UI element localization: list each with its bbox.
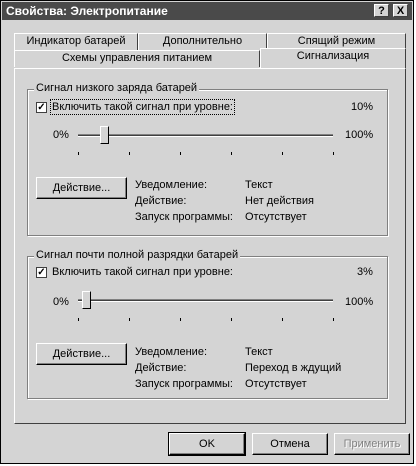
slider-tick [180,152,181,155]
help-icon[interactable]: ? [374,4,389,17]
critical-alarm-info-label: Действие: [135,362,187,374]
critical-alarm-info-label: Уведомление: [135,346,207,358]
slider-tick [180,318,181,321]
critical-alarm-level: 3% [357,266,373,278]
low-alarm-max-label: 100% [345,129,374,141]
low-alarm-info-value: Текст [245,179,273,191]
low-alarm-level: 10% [351,101,374,113]
critical-alarm-info-label: Запуск программы: [135,378,233,390]
slider-tick [282,318,283,321]
critical-alarm-info-value: Переход в ждущий [245,362,342,374]
slider-tick [78,318,79,321]
slider-tick [129,318,130,321]
apply-button-label: Применить [343,438,401,450]
tab-advanced[interactable]: Дополнительно [138,33,267,50]
cancel-button-label: Отмена [270,438,310,450]
tab-alarms[interactable]: Сигнализация [260,48,406,68]
low-alarm-action-button-label: Действие... [52,182,111,194]
low-alarm-info-value: Отсутствует [245,211,307,223]
tab-power-schemes[interactable]: Схемы управления питанием [14,50,260,67]
slider-tick [282,152,283,155]
critical-alarm-group-title: Сигнал почти полной разрядки батарей [36,249,239,261]
critical-alarm-action-button-label: Действие... [52,348,111,360]
low-alarm-checkbox-label[interactable]: Включить такой сигнал при уровне: [52,101,233,113]
cancel-button[interactable] [252,433,328,455]
ok-button[interactable] [169,433,245,455]
low-alarm-checkbox[interactable]: ✓ [37,102,46,113]
close-icon[interactable]: X [393,4,408,17]
tab-battery-meter[interactable]: Индикатор батарей [14,33,138,50]
slider-tick [78,152,79,155]
low-alarm-info-value: Нет действия [245,195,314,207]
low-alarm-slider-thumb[interactable] [100,126,109,144]
window-title: Свойства: Электропитание [6,4,168,18]
apply-button[interactable] [334,433,410,455]
critical-alarm-action-button[interactable] [36,343,127,365]
ok-button-label: OK [199,438,215,450]
slider-tick [333,318,334,321]
title-bar[interactable] [2,2,412,20]
low-alarm-info-label: Действие: [135,195,187,207]
critical-alarm-info-value: Текст [245,346,273,358]
slider-tick [129,152,130,155]
critical-alarm-slider-thumb[interactable] [82,291,91,309]
low-alarm-action-button[interactable] [36,177,127,199]
critical-alarm-slider-track[interactable] [78,299,333,302]
critical-alarm-info-value: Отсутствует [245,378,307,390]
slider-tick [333,152,334,155]
low-alarm-slider-track[interactable] [78,134,333,137]
low-alarm-info-label: Запуск программы: [135,211,233,223]
tab-hibernate[interactable]: Спящий режим [267,33,406,50]
critical-alarm-max-label: 100% [345,296,374,308]
low-alarm-info-label: Уведомление: [135,179,207,191]
low-alarm-min-label: 0% [53,129,69,141]
low-alarm-group-title: Сигнал низкого заряда батарей [36,82,198,94]
slider-tick [231,152,232,155]
slider-tick [231,318,232,321]
critical-alarm-checkbox-label[interactable]: Включить такой сигнал при уровне: [52,266,233,278]
critical-alarm-min-label: 0% [53,296,69,308]
critical-alarm-checkbox[interactable]: ✓ [37,267,46,278]
